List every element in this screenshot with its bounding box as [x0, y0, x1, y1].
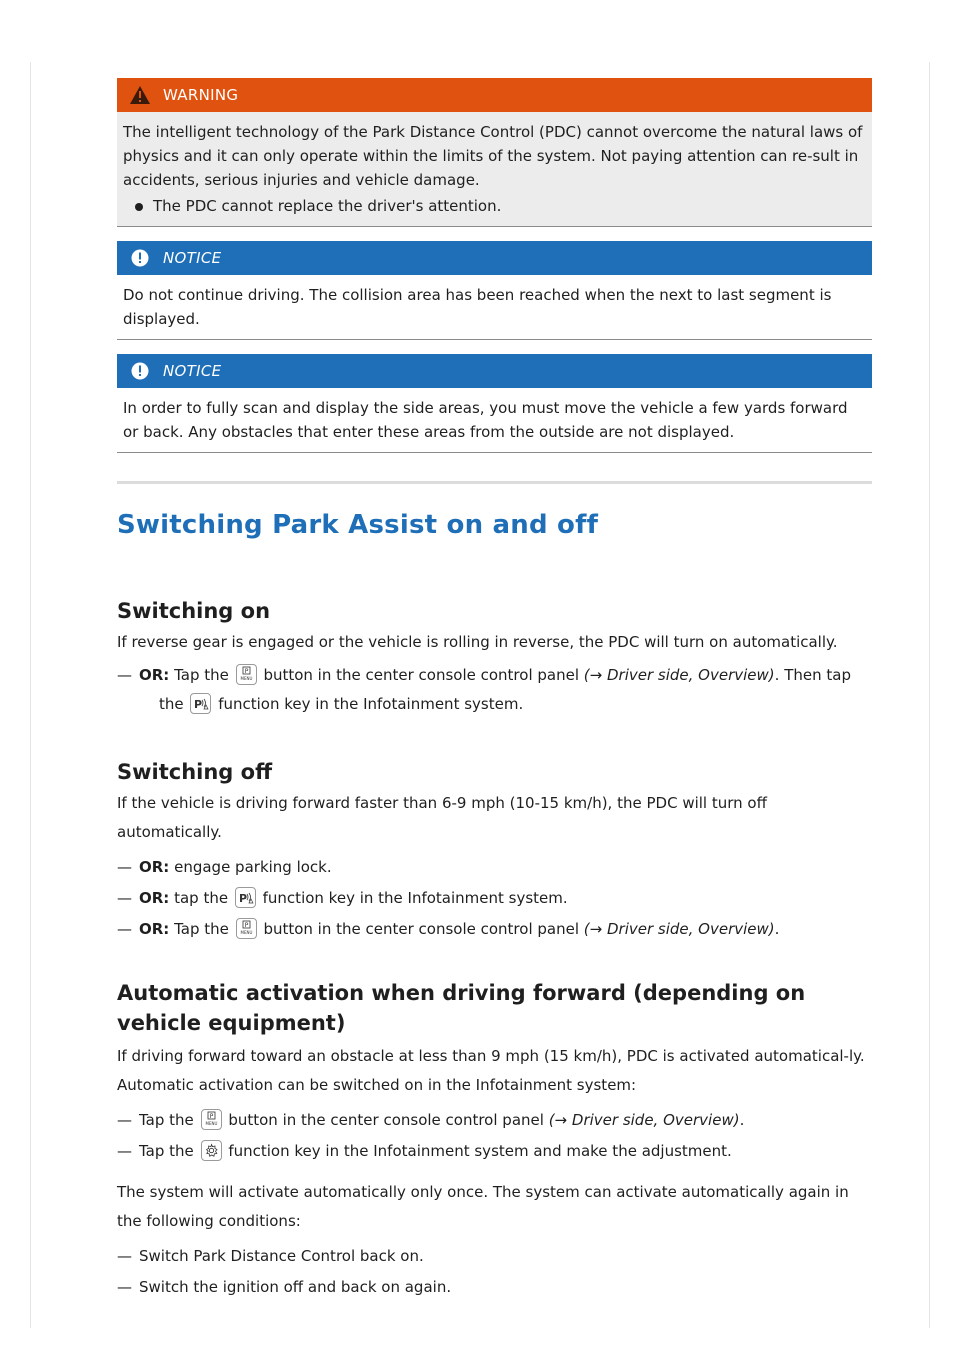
step-dash: —	[117, 1247, 132, 1265]
step-body-cont	[139, 690, 872, 719]
step-the: the	[159, 695, 184, 713]
or-keyword: OR:	[139, 889, 170, 907]
step-body	[139, 915, 872, 944]
park-assist-key-icon[interactable]	[190, 693, 211, 714]
step-text: Switch Park Distance Control back on.	[139, 1247, 424, 1265]
auto-step-4	[117, 1273, 872, 1302]
notice-title-1: NOTICE	[163, 249, 222, 267]
step-end: .	[774, 920, 780, 938]
auto-activation-intro: If driving forward toward an obstacle at less than 9 mph (15 km/h), PDC is activated automatical-ly. Automatic activation can be switched on in the Infotainment system:	[117, 1047, 865, 1094]
auto-activation-outro: The system will activate automatically only once. The system can activate automatically again in the following conditions:	[117, 1183, 849, 1230]
switching-off-intro: If the vehicle is driving forward faster than 6-9 mph (10-15 km/h), the PDC will turn off automatically.	[117, 794, 767, 841]
notice-title-2: NOTICE	[163, 362, 222, 380]
switching-on-intro: If reverse gear is engaged or the vehicle is rolling in reverse, the PDC will turn on automatically.	[117, 633, 838, 651]
step-after-key: function key in the Infotainment system.	[262, 889, 568, 907]
step-body	[139, 1137, 872, 1166]
warning-text: The intelligent technology of the Park Distance Control (PDC) cannot overcome the natural laws of physics and it can only operate within the limits of the system. Not paying attention can re-sult in accidents, serious injuries and vehicle damage.	[123, 123, 863, 189]
step-text: engage parking lock.	[174, 858, 332, 876]
driver-side-reference[interactable]: (→ Driver side, Overview)	[548, 1111, 740, 1129]
svg-text:P: P	[244, 668, 248, 675]
or-keyword: OR:	[139, 858, 170, 876]
step-text: Switch the ignition off and back on again.	[139, 1278, 452, 1296]
auto-activation-section	[117, 978, 872, 1302]
driver-side-reference[interactable]: (→ Driver side, Overview)	[583, 920, 775, 938]
notice-box-2	[117, 354, 872, 453]
svg-text:MENU: MENU	[205, 1121, 218, 1126]
notice-divider-1	[117, 339, 872, 340]
switching-off-step-3	[117, 915, 872, 944]
driver-side-reference[interactable]: (→ Driver side, Overview)	[583, 666, 775, 684]
step-dash: —	[117, 1142, 132, 1160]
p-menu-key-icon[interactable]	[236, 918, 257, 939]
section-separator	[117, 481, 872, 484]
notice-header-2	[117, 354, 872, 388]
p-menu-key-icon[interactable]	[201, 1109, 222, 1130]
notice-divider-2	[117, 452, 872, 453]
step-tap-text: Tap the	[174, 920, 229, 938]
svg-text:MENU: MENU	[240, 676, 253, 681]
step-tap-text: tap the	[174, 889, 229, 907]
warning-divider	[117, 226, 872, 227]
warning-box	[117, 78, 872, 227]
svg-text:MENU: MENU	[240, 930, 253, 935]
step-body	[139, 884, 872, 913]
switching-on-step	[117, 661, 872, 690]
switching-on-step-cont	[117, 690, 872, 719]
switching-off-step-1	[117, 853, 872, 882]
step-dash: —	[117, 666, 132, 684]
left-page-rule	[30, 62, 31, 1328]
step-dash: —	[117, 889, 132, 907]
warning-triangle-icon	[129, 84, 151, 106]
notice-header-1	[117, 241, 872, 275]
bullet-dot	[135, 203, 143, 211]
auto-activation-heading: Automatic activation when driving forward (depending on vehicle equipment)	[117, 981, 806, 1035]
auto-step-3	[117, 1242, 872, 1271]
step-tap-text: Tap the	[174, 666, 229, 684]
step-after-key: button in the center console control panel	[228, 1111, 544, 1129]
step-tap-text: Tap the	[139, 1142, 194, 1160]
step-dash: —	[117, 920, 132, 938]
step-body	[139, 1106, 872, 1135]
step-tap-text: Tap the	[139, 1111, 194, 1129]
auto-step-1	[117, 1106, 872, 1135]
section-title: Switching Park Assist on and off	[117, 510, 599, 540]
switching-on-heading: Switching on	[117, 599, 271, 623]
step-after-key: function key in the Infotainment system and make the adjustment.	[228, 1142, 732, 1160]
park-assist-key-icon[interactable]	[235, 887, 256, 908]
switching-off-section	[117, 757, 872, 944]
notice-body-2: In order to fully scan and display the side areas, you must move the vehicle a few yards forward or back. Any obstacles that enter these areas from the outside are not displayed.	[123, 399, 848, 441]
switching-off-heading: Switching off	[117, 760, 273, 784]
step-dash: —	[117, 1278, 132, 1296]
step-end: .	[739, 1111, 745, 1129]
switching-off-step-2	[117, 884, 872, 913]
page-content	[117, 78, 872, 1302]
right-page-rule	[929, 62, 930, 1328]
step-dash-spacer	[117, 690, 139, 719]
warning-header	[117, 78, 872, 112]
settings-gear-key-icon[interactable]	[201, 1140, 222, 1161]
step-dash: —	[117, 858, 132, 876]
step-after-key: button in the center console control panel	[263, 920, 580, 938]
notice-exclamation-icon	[129, 360, 151, 382]
warning-bullet	[123, 194, 866, 218]
step-body	[139, 661, 872, 690]
step-then: . Then tap	[774, 666, 851, 684]
notice-exclamation-icon	[129, 247, 151, 269]
auto-step-2	[117, 1137, 872, 1166]
step-after-key: button in the center console control panel	[263, 666, 580, 684]
warning-bullet-text: The PDC cannot replace the driver's attention.	[153, 197, 502, 215]
or-keyword: OR:	[139, 666, 170, 684]
svg-text:P: P	[238, 892, 247, 905]
svg-text:P: P	[209, 1113, 213, 1120]
notice-body-1: Do not continue driving. The collision area has been reached when the next to last segment is displayed.	[123, 286, 832, 328]
warning-title: WARNING	[163, 86, 239, 104]
p-menu-key-icon[interactable]	[236, 664, 257, 685]
warning-body	[117, 112, 872, 226]
step-after-key2: function key in the Infotainment system.	[218, 695, 524, 713]
switching-on-section	[117, 596, 872, 719]
or-keyword: OR:	[139, 920, 170, 938]
svg-text:P: P	[244, 922, 248, 929]
step-dash: —	[117, 1111, 132, 1129]
notice-box-1	[117, 241, 872, 340]
svg-text:P: P	[194, 698, 203, 711]
step-body	[139, 853, 872, 882]
